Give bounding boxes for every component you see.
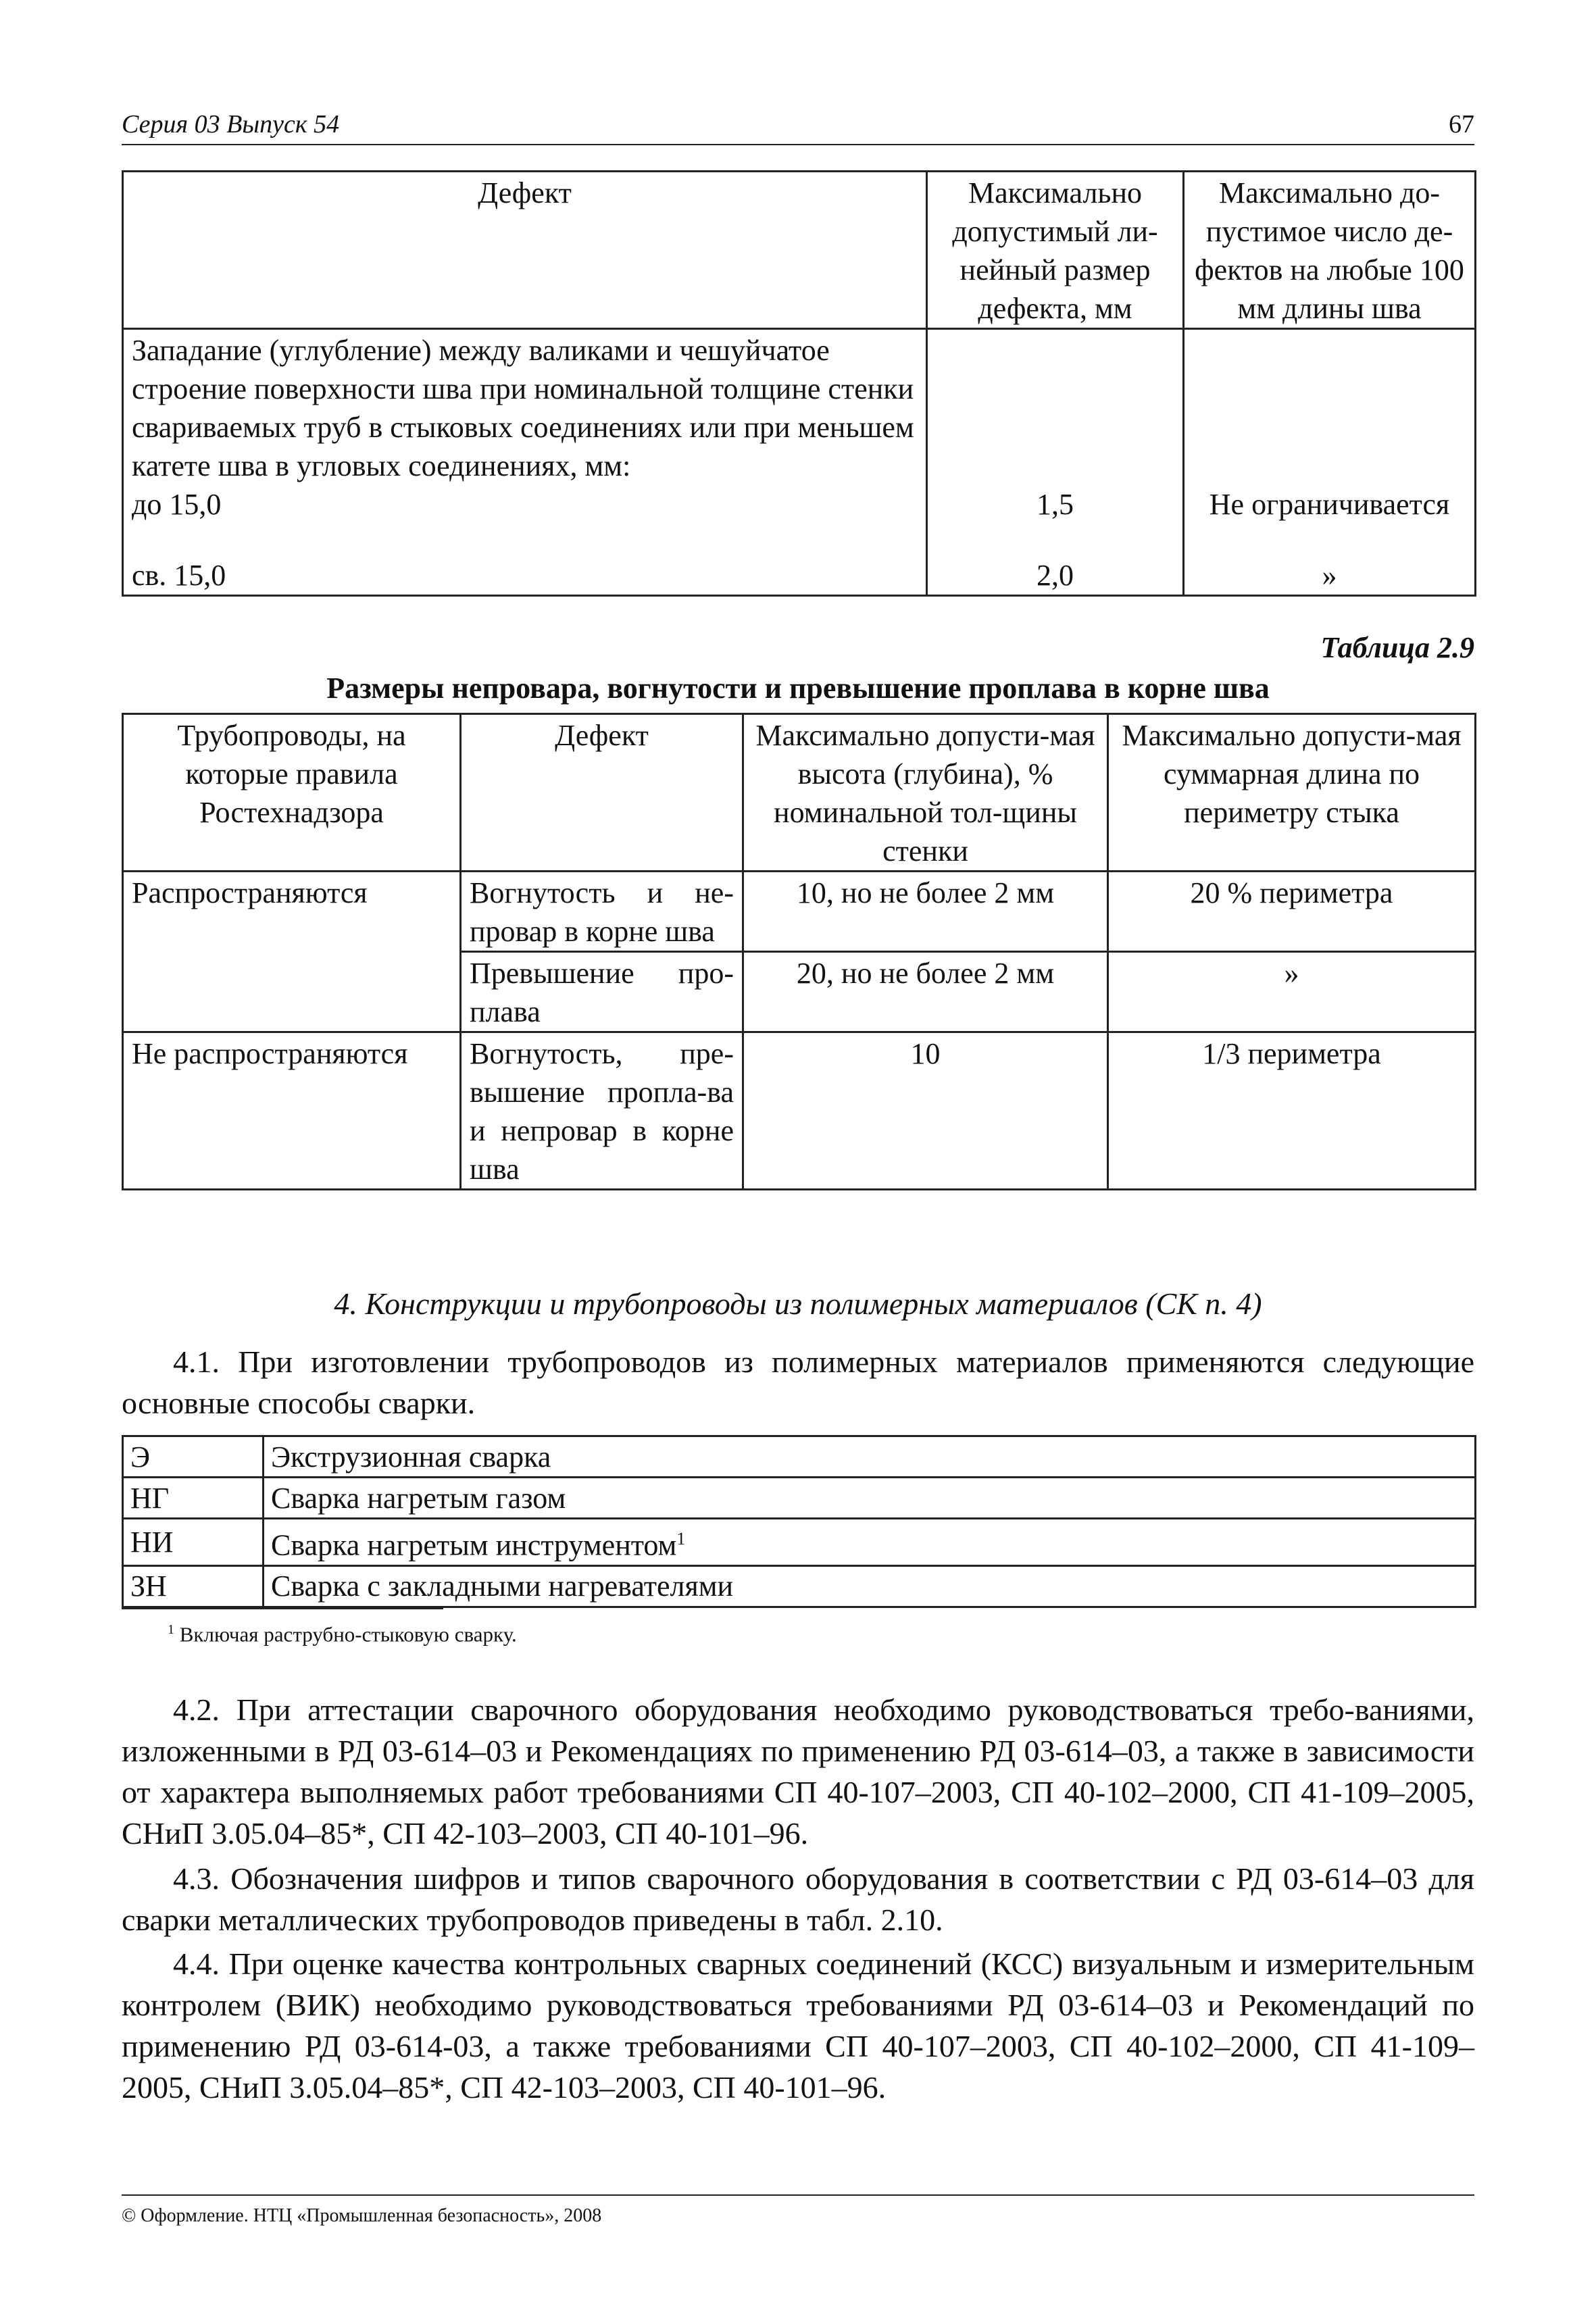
- method-name-text: Сварка нагретым инструментом: [271, 1528, 677, 1562]
- defect-cell: Вогнутость, пре-вышение пропла-ва и непровар в корне шва: [461, 1032, 743, 1190]
- footer-divider: [122, 2194, 1474, 2196]
- range-label: до 15,0: [132, 488, 222, 521]
- footnote-mark: 1: [168, 1622, 174, 1637]
- length-cell: 20 % периметра: [1108, 872, 1476, 952]
- copyright-notice: © Оформление. НТЦ «Промышленная безопасность», 2008: [122, 2205, 602, 2226]
- table-row: [123, 1478, 1476, 1519]
- height-cell: 10, но не более 2 мм: [743, 872, 1108, 952]
- footnote-divider: [122, 1608, 443, 1609]
- header-cell: Максимально до-пустимое число де-фектов на любые 100 мм длины шва: [1184, 172, 1476, 329]
- method-name: [264, 1565, 1476, 1607]
- footnote-text: Включая раструбно-стыковую сварку.: [174, 1622, 517, 1646]
- method-name-text: Экструзионная сварка: [271, 1440, 551, 1474]
- table-row: [123, 1436, 1476, 1478]
- method-code: НИ: [123, 1519, 264, 1566]
- table-row: [123, 1565, 1476, 1607]
- table-row: [123, 1519, 1476, 1566]
- length-cell: 1/3 периметра: [1108, 1032, 1476, 1190]
- defect-cell: [123, 329, 927, 596]
- header-cell: Максимально допусти-мая высота (глубина), % номинальной тол-щины стенки: [743, 714, 1108, 872]
- pipeline-group-cell: Распространяются: [123, 872, 461, 1032]
- size-value: 1,5: [1037, 488, 1074, 521]
- table-header-row: [123, 714, 1476, 872]
- running-header: [122, 105, 1474, 145]
- method-name-text: Сварка с закладными нагревателями: [271, 1569, 734, 1603]
- defect-description: Западание (углубление) между валиками и чешуйчатое строение поверхности шва при номинальной толщине стенки свариваемых труб в стыковых соединениях или при меньшем катете шва в угловых соединениях, мм:: [132, 334, 914, 482]
- table-header-row: [123, 172, 1476, 329]
- paragraph-4-1: 4.1. При изготовлении трубопроводов из полимерных материалов применяются следующие основные способы сварки.: [122, 1344, 1474, 1420]
- root-defect-table: [122, 713, 1476, 1190]
- method-name: [264, 1519, 1476, 1566]
- footnote-ref: 1: [676, 1529, 686, 1549]
- count-value: »: [1322, 559, 1337, 592]
- method-code: НГ: [123, 1478, 264, 1519]
- header-cell: Максимально допустимый ли-нейный размер дефекта, мм: [927, 172, 1184, 329]
- pipeline-group-cell: Не распространяются: [123, 1032, 461, 1190]
- size-value: 2,0: [1037, 559, 1074, 592]
- method-name: [264, 1478, 1476, 1519]
- paragraph-4-3: 4.3. Обозначения шифров и типов сварочного оборудования в соответствии с РД 03-614–03 для сварки металлических трубопроводов приведены в табл. 2.10.: [122, 1861, 1474, 1937]
- method-code: Э: [123, 1436, 264, 1478]
- length-cell: »: [1108, 952, 1476, 1032]
- paragraph-4-4: 4.4. При оценке качества контрольных сварных соединений (КСС) визуальным и измерительным контролем (ВИК) необходимо руководствоваться требованиями РД 03-614–03 и Рекомендаций по применению РД 03-614-03, а также требованиями СП 40-107–2003, СП 40-102–2000, СП 41-109–2005, СНиП 3.05.04–85*, СП 42-103–2003, СП 40-101–96.: [122, 1946, 1474, 2105]
- table-row: [123, 1032, 1476, 1190]
- method-name: [264, 1436, 1476, 1478]
- range-label: св. 15,0: [132, 559, 226, 592]
- size-cell: [927, 329, 1184, 596]
- height-cell: 10: [743, 1032, 1108, 1190]
- defect-cell: Превышение про-плава: [461, 952, 743, 1032]
- header-cell: Максимально допусти-мая суммарная длина по периметру стыка: [1108, 714, 1476, 872]
- table-row: [123, 872, 1476, 952]
- table-label: Таблица 2.9: [1320, 631, 1474, 664]
- table-title: Размеры непровара, вогнутости и превышение проплава в корне шва: [326, 672, 1270, 705]
- defect-size-table: [122, 170, 1476, 597]
- series-title: Серия 03 Выпуск 54: [122, 110, 340, 139]
- method-name-text: Сварка нагретым газом: [271, 1481, 566, 1515]
- header-cell: Дефект: [461, 714, 743, 872]
- header-cell: Трубопроводы, на которые правила Ростехнадзора: [123, 714, 461, 872]
- welding-methods-table: [122, 1435, 1476, 1608]
- count-value: Не ограничивается: [1209, 488, 1450, 521]
- paragraph-4-2: 4.2. При аттестации сварочного оборудования необходимо руководствоваться требо-ваниями, изложенными в РД 03-614–03 и Рекомендациях по применению РД 03-614–03, а также в зависимости от характера выполняемых работ требованиями СП 40-107–2003, СП 40-102–2000, СП 41-109–2005, СНиП 3.05.04–85*, СП 42-103–2003, СП 40-101–96.: [122, 1692, 1474, 1851]
- footnote: [168, 1616, 517, 1648]
- count-cell: [1184, 329, 1476, 596]
- height-cell: 20, но не более 2 мм: [743, 952, 1108, 1032]
- table-row: [123, 329, 1476, 596]
- section-heading: 4. Конструкции и трубопроводы из полимерных материалов (СК п. 4): [334, 1286, 1262, 1321]
- header-cell: Дефект: [123, 172, 927, 329]
- defect-cell: Вогнутость и не-провар в корне шва: [461, 872, 743, 952]
- method-code: ЗН: [123, 1565, 264, 1607]
- page-number: 67: [1449, 110, 1474, 139]
